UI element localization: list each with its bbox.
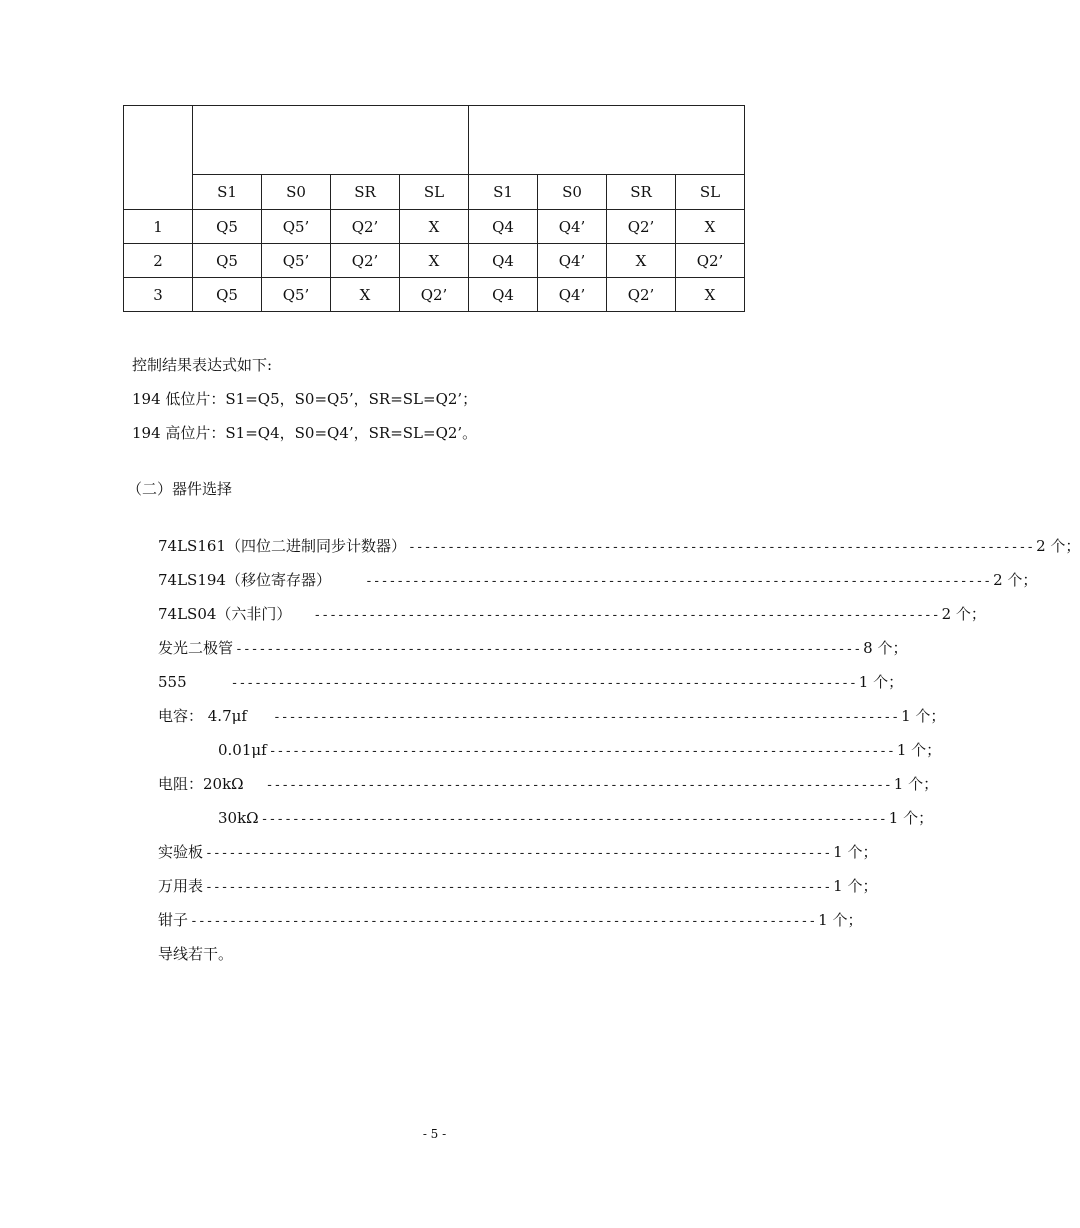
component-item [158, 910, 863, 932]
dot-leader: -------------------------------------------------------------------------------- [235, 642, 862, 657]
dot-leader: -------------------------------------------------------------------------------- [272, 710, 900, 725]
table-cell: X [331, 278, 400, 312]
page-number: - 5 - [422, 1127, 447, 1141]
component-item [158, 774, 939, 796]
dot-leader: -------------------------------------------------------------------------------- [190, 914, 817, 929]
component-item [158, 876, 878, 898]
table-row [124, 244, 745, 278]
component-name: 74LS04（六非门） [158, 605, 292, 623]
table-cell: X [676, 210, 745, 244]
table-header-cell: S1 [193, 175, 262, 210]
component-name: 0.01μf [218, 741, 267, 759]
component-item [158, 604, 986, 626]
expression-intro: 控制结果表达式如下: [132, 356, 273, 374]
component-name: 电容： 4.7μf [158, 707, 247, 725]
table-cell: X [400, 210, 469, 244]
table-cell: Q2’ [331, 210, 400, 244]
wires-note: 导线若干。 [158, 945, 234, 963]
component-item [158, 706, 946, 728]
component-name: 实验板 [158, 843, 204, 861]
table-header-cell: S1 [469, 175, 538, 210]
table-group-header-low [193, 106, 469, 175]
table-cell: Q2’ [607, 210, 676, 244]
table-cell: Q5’ [262, 244, 331, 278]
dot-leader: -------------------------------------------------------------------------------- [265, 778, 892, 793]
component-name: 555 [158, 673, 187, 691]
row-label: 3 [124, 278, 193, 312]
component-item [158, 740, 942, 762]
dot-leader: -------------------------------------------------------------------------------- [364, 574, 992, 589]
component-name: 30kΩ [218, 809, 259, 827]
table-corner-cell [124, 106, 193, 210]
table-cell: Q4 [469, 278, 538, 312]
table-header-cell: SR [607, 175, 676, 210]
table-cell: Q4 [469, 244, 538, 278]
component-qty: 1 个； [901, 707, 946, 725]
table-group-header-high [469, 106, 745, 175]
component-qty: 1 个； [896, 741, 942, 759]
control-table [123, 105, 745, 312]
component-item [158, 638, 908, 660]
component-qty: 2 个； [1036, 537, 1080, 555]
table-cell: Q5 [193, 210, 262, 244]
component-name: 74LS194（移位寄存器） [158, 571, 331, 589]
component-qty: 1 个； [818, 911, 863, 929]
table-header-row [124, 175, 745, 210]
component-item [158, 570, 1038, 592]
table-cell: Q4’ [538, 278, 607, 312]
dot-leader: -------------------------------------------------------------------------------- [260, 812, 887, 827]
table-cell: Q5’ [262, 210, 331, 244]
table-cell: X [607, 244, 676, 278]
component-name: 电阻：20kΩ [158, 775, 244, 793]
table-cell: Q4’ [538, 244, 607, 278]
component-name: 钳子 [158, 911, 189, 929]
component-qty: 8 个； [863, 639, 908, 657]
table-cell: Q2’ [607, 278, 676, 312]
component-name: 万用表 [158, 877, 204, 895]
table-cell: Q2’ [400, 278, 469, 312]
expression-high: 194 高位片：S1=Q4，S0=Q4’，SR=SL=Q2’。 [132, 424, 478, 442]
table-cell: X [400, 244, 469, 278]
component-name: 74LS161（四位二进制同步计数器） [158, 537, 406, 555]
table-cell: Q5’ [262, 278, 331, 312]
table-cell: X [676, 278, 745, 312]
table-row [124, 210, 745, 244]
component-qty: 1 个； [888, 809, 934, 827]
component-qty: 1 个； [858, 673, 904, 691]
section-heading: （二）器件选择 [127, 480, 233, 498]
component-name: 发光二极管 [158, 639, 234, 657]
table-header-cell: S0 [262, 175, 331, 210]
dot-leader: -------------------------------------------------------------------------------- [313, 608, 940, 623]
row-label: 2 [124, 244, 193, 278]
dot-leader: -------------------------------------------------------------------------------- [205, 880, 832, 895]
table-row [124, 278, 745, 312]
component-item [158, 842, 878, 864]
component-item [158, 536, 1080, 558]
dot-leader: -------------------------------------------------------------------------------- [205, 846, 832, 861]
table-header-cell: S0 [538, 175, 607, 210]
component-item [158, 672, 904, 694]
expression-low: 194 低位片：S1=Q5，S0=Q5’，SR=SL=Q2’； [132, 390, 478, 408]
dot-leader: -------------------------------------------------------------------------------- [407, 540, 1035, 555]
table-header-cell: SL [400, 175, 469, 210]
table-cell: Q4’ [538, 210, 607, 244]
table-cell: Q2’ [331, 244, 400, 278]
component-qty: 2 个； [941, 605, 986, 623]
table-cell: Q5 [193, 278, 262, 312]
table-cell: Q5 [193, 244, 262, 278]
table-cell: Q4 [469, 210, 538, 244]
component-item [158, 808, 934, 830]
component-qty: 1 个； [833, 877, 878, 895]
component-qty: 1 个； [833, 843, 878, 861]
component-qty: 2 个； [993, 571, 1038, 589]
table-header-cell: SL [676, 175, 745, 210]
dot-leader: -------------------------------------------------------------------------------- [268, 744, 895, 759]
component-qty: 1 个； [893, 775, 939, 793]
table-cell: Q2’ [676, 244, 745, 278]
row-label: 1 [124, 210, 193, 244]
table-header-cell: SR [331, 175, 400, 210]
dot-leader: -------------------------------------------------------------------------------- [230, 676, 857, 691]
